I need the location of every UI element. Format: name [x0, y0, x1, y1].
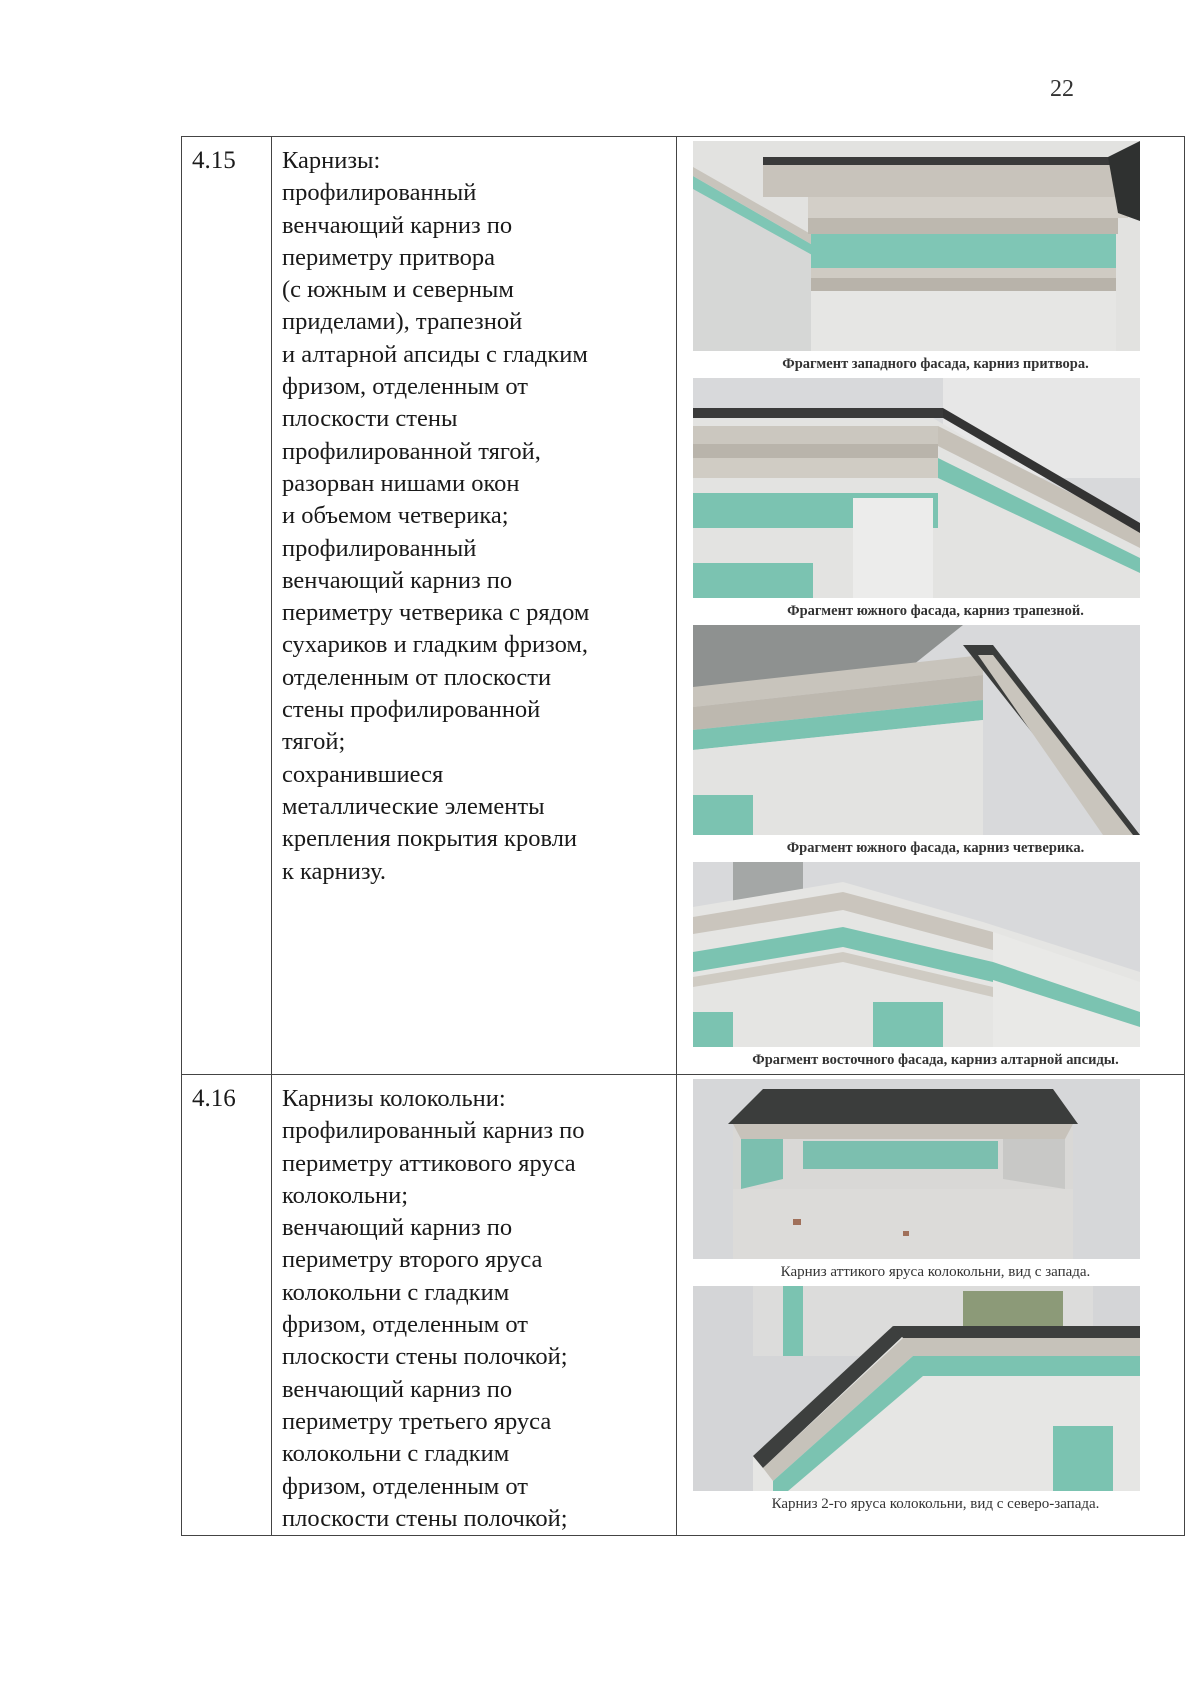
description-line: сухариков и гладким фризом,	[282, 631, 588, 659]
photo-south-facade-refectory-cornice	[693, 378, 1140, 598]
table-row-4-16	[182, 1075, 1185, 1536]
figure-caption: Фрагмент южного фасада, карниз трапезной.	[787, 603, 1084, 619]
description-line: (с южным и северным	[282, 276, 514, 304]
figure	[693, 1079, 1178, 1282]
figure-caption: Карниз аттикого яруса колокольни, вид с запада.	[780, 1264, 1091, 1280]
description-line: плоскости стены полочкой;	[282, 1504, 568, 1532]
row-description	[272, 1075, 677, 1536]
description-line: профилированный карниз по	[282, 1117, 585, 1145]
figure	[693, 862, 1178, 1070]
description-line: колокольни с гладким	[282, 1440, 510, 1468]
description-line: разорван нишами окон	[282, 469, 520, 497]
figure-caption: Фрагмент восточного фасада, карниз алтарной апсиды.	[752, 1052, 1119, 1068]
table-row-4-15	[182, 137, 1185, 1075]
figure	[693, 1286, 1178, 1514]
description-line: периметру третьего яруса	[282, 1407, 552, 1435]
row-description	[272, 137, 677, 1075]
description-line: Карнизы:	[282, 147, 381, 174]
description-line: венчающий карниз по	[282, 566, 513, 594]
photo-south-facade-quadrangle-cornice	[693, 625, 1140, 835]
page-number: 22	[1050, 76, 1074, 102]
description-line: к карнизу.	[282, 857, 386, 885]
description-line: колокольни;	[282, 1181, 409, 1209]
figure	[693, 141, 1178, 374]
description-line: профилированной тягой,	[282, 437, 541, 465]
description-line: плоскости стены	[282, 405, 458, 433]
photo-west-facade-porch-cornice	[693, 141, 1140, 351]
description-line: профилированный	[282, 534, 477, 562]
description-line: приделами), трапезной	[282, 308, 523, 336]
row-number: 4.15	[182, 137, 272, 1075]
description-line: венчающий карниз по	[282, 1375, 513, 1403]
description-line: колокольни с гладким	[282, 1278, 510, 1306]
figure	[693, 625, 1178, 858]
figure-caption: Карниз 2-го яруса колокольни, вид с северо-запада.	[771, 1496, 1100, 1512]
description-line: периметру притвора	[282, 243, 495, 271]
description-line: фризом, отделенным от	[282, 1311, 529, 1339]
description-line: сохранившиеся	[282, 760, 444, 788]
description-line: фризом, отделенным от	[282, 373, 529, 401]
description-line: плоскости стены полочкой;	[282, 1343, 568, 1371]
row-number: 4.16	[182, 1075, 272, 1536]
figure-caption: Фрагмент южного фасада, карниз четверика.	[786, 840, 1085, 856]
description-line: Карнизы колокольни:	[282, 1085, 506, 1112]
description-line: профилированный	[282, 179, 477, 207]
heritage-table	[181, 136, 1185, 1536]
description-line: венчающий карниз по	[282, 1214, 513, 1242]
description-line: и алтарной апсиды с гладким	[282, 340, 588, 368]
description-line: крепления покрытия кровли	[282, 825, 578, 853]
photo-bell-tower-attic-cornice	[693, 1079, 1140, 1259]
description-line: фризом, отделенным от	[282, 1472, 529, 1500]
description-line: венчающий карниз по	[282, 211, 513, 239]
figure-caption: Фрагмент западного фасада, карниз притвора.	[782, 356, 1089, 372]
description-line: тягой;	[282, 728, 346, 756]
photo-east-facade-apse-cornice	[693, 862, 1140, 1047]
figure	[693, 378, 1178, 621]
description-line: и объемом четверика;	[282, 502, 509, 530]
description-line: отделенным от плоскости	[282, 663, 552, 691]
description-line: металлические элементы	[282, 792, 545, 820]
row-photos	[677, 1075, 1185, 1536]
row-photos	[677, 137, 1185, 1075]
description-line: периметру четверика с рядом	[282, 599, 590, 627]
photo-bell-tower-second-tier-cornice	[693, 1286, 1140, 1491]
description-line: стены профилированной	[282, 696, 541, 724]
description-line: периметру второго яруса	[282, 1246, 543, 1274]
description-line: периметру аттикового яруса	[282, 1149, 576, 1177]
